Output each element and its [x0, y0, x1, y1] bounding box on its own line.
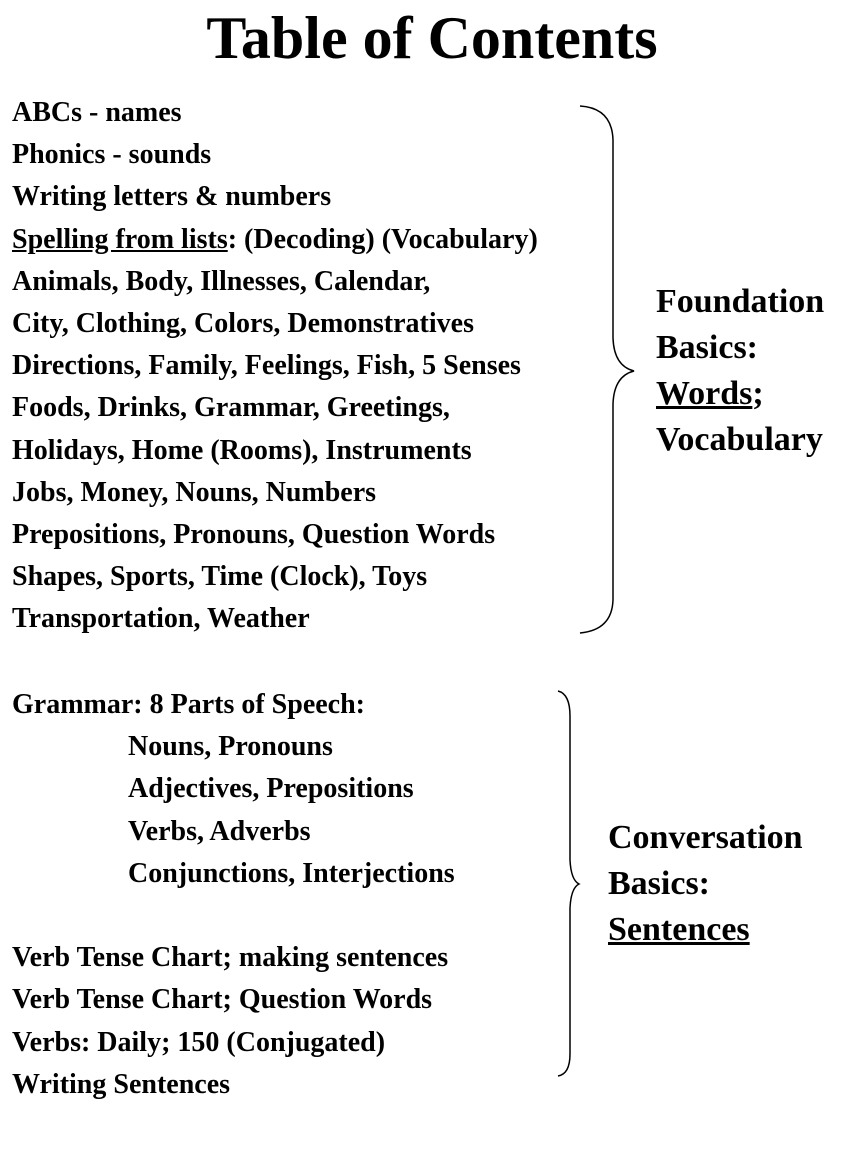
foundation-brace [580, 106, 634, 633]
foundation-label-line: Basics: [656, 329, 758, 366]
topic-line-shapes: Shapes, Sports, Time (Clock), Toys [12, 561, 428, 593]
spacer [12, 895, 455, 937]
foundation-basics-label [656, 279, 824, 463]
words-label: Words [656, 375, 753, 412]
topic-verbs-daily: Verbs: Daily; 150 (Conjugated) [12, 1026, 386, 1058]
parts-of-speech-line: Verbs, Adverbs [128, 815, 311, 847]
foundation-topic-list [12, 92, 538, 640]
topic-phonics: Phonics - sounds [12, 139, 212, 171]
topic-verb-tense-questions: Verb Tense Chart; Question Words [12, 984, 433, 1016]
conversation-topic-list [12, 684, 455, 1106]
topic-line-holidays: Holidays, Home (Rooms), Instruments [12, 434, 472, 466]
grammar-heading: Grammar: 8 Parts of Speech: [12, 689, 366, 720]
topic-spelling [12, 219, 538, 261]
topic-line-foods: Foods, Drinks, Grammar, Greetings, [12, 392, 450, 424]
spelling-details: : (Decoding) (Vocabulary) [227, 223, 538, 255]
topic-verb-tense-sentences: Verb Tense Chart; making sentences [12, 942, 449, 974]
topic-line-transportation: Transportation, Weather [12, 603, 310, 635]
topic-writing-letters: Writing letters & numbers [12, 181, 332, 213]
sentences-label: Sentences [608, 911, 750, 948]
topic-writing-sentences: Writing Sentences [12, 1068, 231, 1100]
parts-of-speech-line: Nouns, Pronouns [128, 731, 333, 763]
page-title: Table of Contents [206, 5, 658, 71]
topic-line-city: City, Clothing, Colors, Demonstratives [12, 307, 474, 339]
parts-of-speech-line: Adjectives, Prepositions [128, 773, 414, 805]
topic-abcs: ABCs - names [12, 97, 182, 128]
topic-line-directions: Directions, Family, Feelings, Fish, 5 Senses [12, 350, 521, 382]
parts-of-speech-line: Conjunctions, Interjections [128, 857, 455, 889]
spelling-from-lists-label: Spelling from lists [12, 223, 228, 255]
conversation-label-line: Basics: [608, 865, 710, 902]
foundation-label-line: Vocabulary [656, 421, 823, 458]
topic-line-prepositions: Prepositions, Pronouns, Question Words [12, 518, 496, 550]
conversation-label-line: Conversation [608, 819, 803, 856]
conversation-brace [558, 691, 579, 1076]
foundation-label-line: Foundation [656, 283, 825, 320]
topic-line-jobs: Jobs, Money, Nouns, Numbers [12, 476, 377, 508]
foundation-label-words-line: Words; [656, 375, 764, 412]
topic-line-animals: Animals, Body, Illnesses, Calendar, [12, 265, 431, 297]
conversation-basics-label [608, 815, 803, 953]
